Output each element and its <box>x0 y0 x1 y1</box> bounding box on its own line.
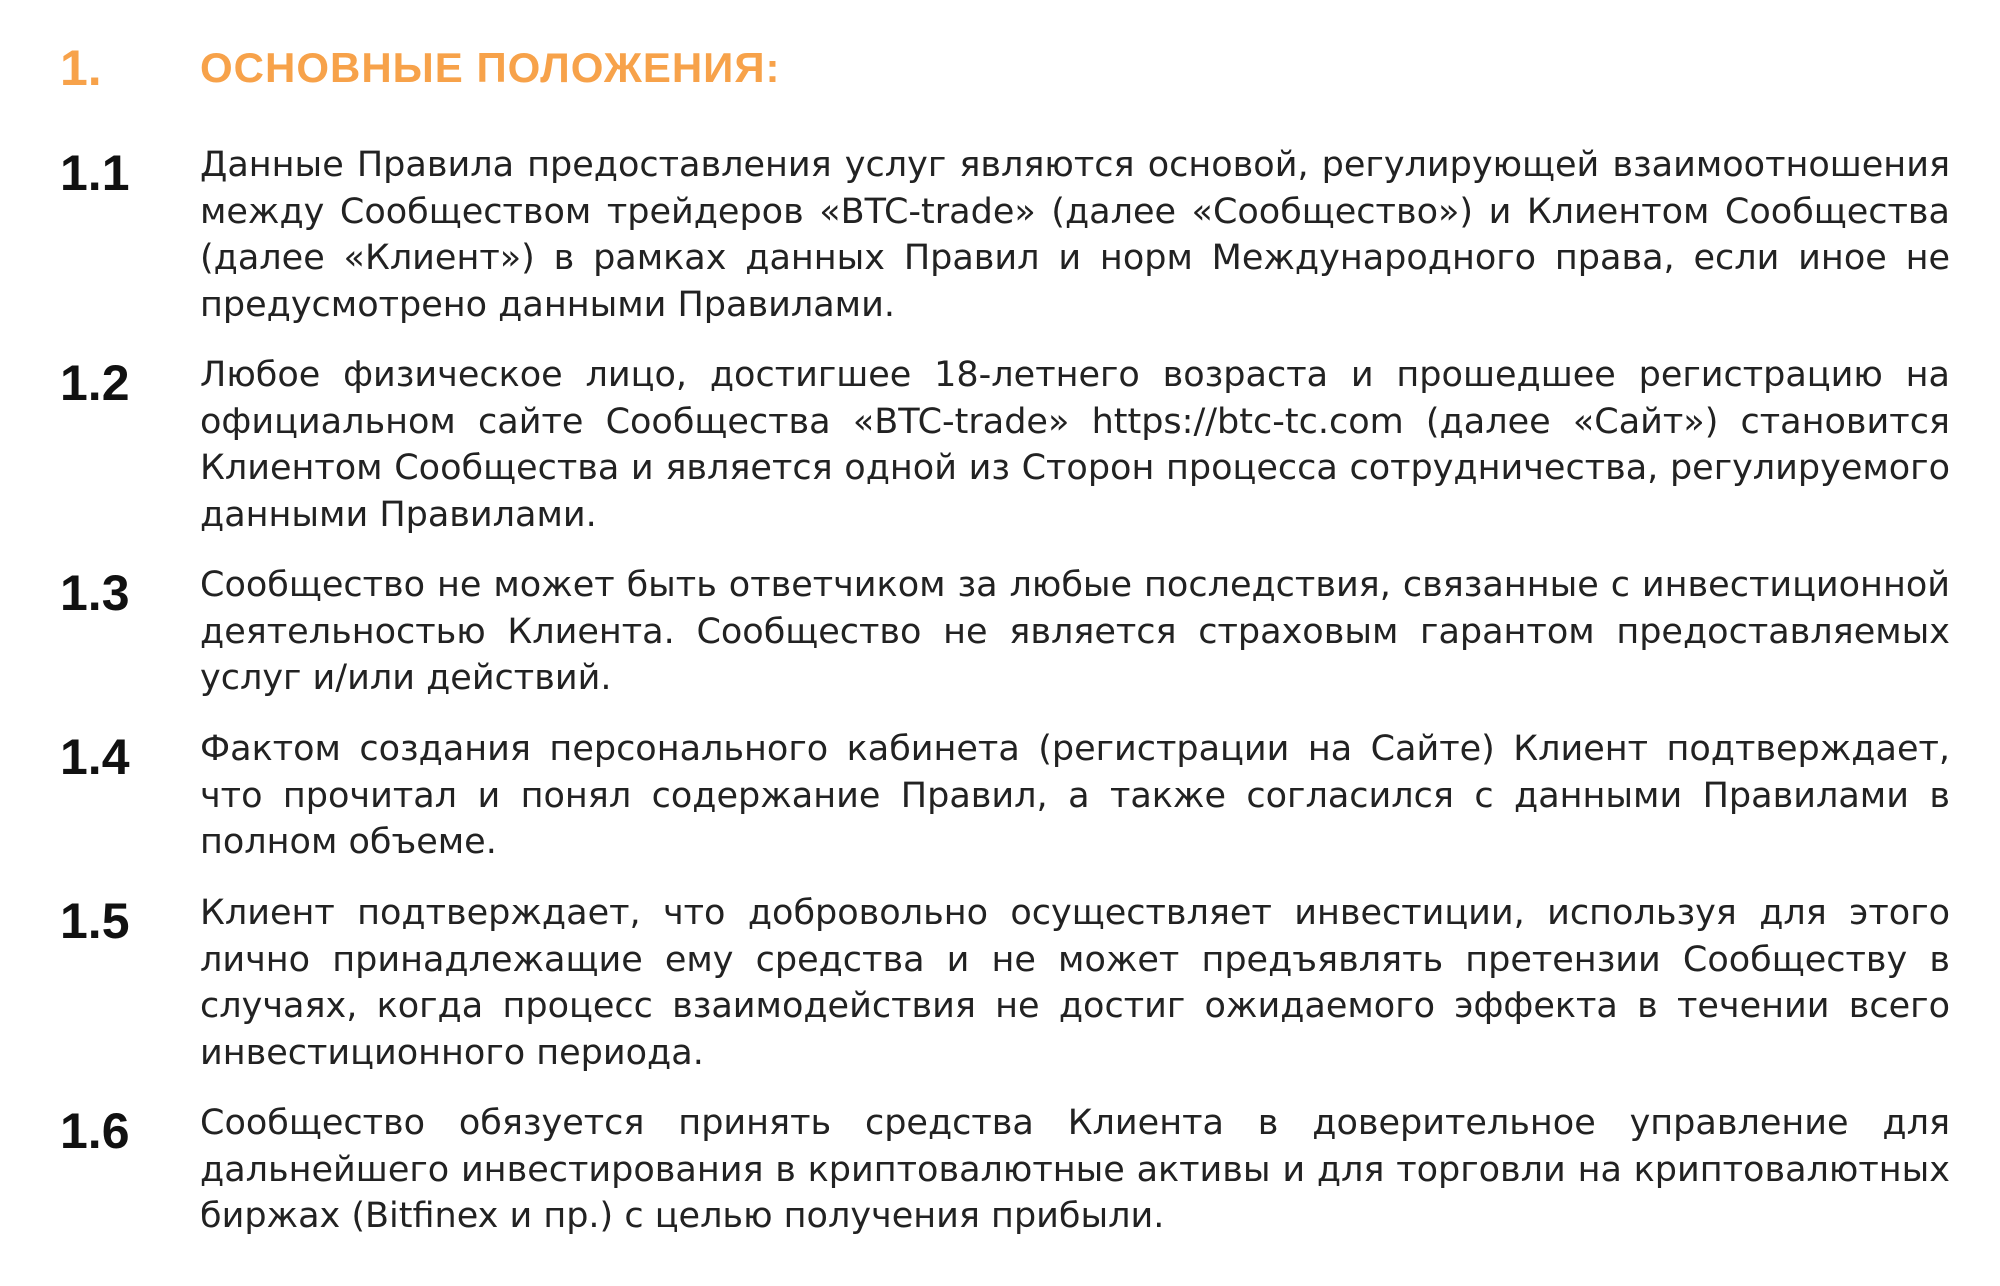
clause-number: 1.2 <box>60 355 130 411</box>
clause-1-5 <box>60 890 1950 1076</box>
section-title: ОСНОВНЫЕ ПОЛОЖЕНИЯ: <box>200 44 781 91</box>
section-heading <box>60 28 781 108</box>
clause-1-3 <box>60 562 1950 702</box>
clause-number: 1.1 <box>60 145 130 201</box>
clause-text: Любое физическое лицо, достигшее 18-летнего возраста и прошедшее регистрацию на официальном сайте Сообщества «BTC-trade» https://btc-tc.com (далее «Сайт») становится Клиентом Сообщества и является одной из Сторон процесса сотрудничества, регулируемого данными Правилами. <box>200 355 1950 535</box>
section-number: 1. <box>60 40 102 96</box>
clause-text: Фактом создания персонального кабинета (регистрации на Сайте) Клиент подтверждает, что прочитал и понял содержание Правил, а также согласился с данными Правилами в полном объеме. <box>200 729 1950 862</box>
clause-number: 1.4 <box>60 729 130 785</box>
clause-text: Данные Правила предоставления услуг являются основой, регулирующей взаимоотношения между Сообществом трейдеров «BTC-trade» (далее «Сообщество») и Клиентом Сообщества (далее «Клиент») в рамках данных Правил и норм Международного права, если иное не предусмотрено данными Правилами. <box>200 145 1950 325</box>
clause-text: Сообщество обязуется принять средства Клиента в доверительное управление для дальнейшего инвестирования в криптовалютные активы и для торговли на криптовалютных биржах (Bitfinex и пр.) с целью получения прибыли. <box>200 1103 1950 1236</box>
clause-1-1 <box>60 142 1950 328</box>
clause-1-2 <box>60 352 1950 538</box>
clause-number: 1.6 <box>60 1103 130 1159</box>
clause-1-6 <box>60 1100 1950 1240</box>
clause-1-4 <box>60 726 1950 866</box>
clause-text: Сообщество не может быть ответчиком за любые последствия, связанные с инвестиционной деятельностью Клиента. Сообщество не является страховым гарантом предоставляемых услуг и/или действий. <box>200 565 1950 698</box>
clause-text: Клиент подтверждает, что добровольно осуществляет инвестиции, используя для этого лично принадлежащие ему средства и не может предъявлять претензии Сообществу в случаях, когда процесс взаимодействия не достиг ожидаемого эффекта в течении всего инвестиционного периода. <box>200 893 1950 1073</box>
clause-number: 1.5 <box>60 893 130 949</box>
clause-number: 1.3 <box>60 565 130 621</box>
